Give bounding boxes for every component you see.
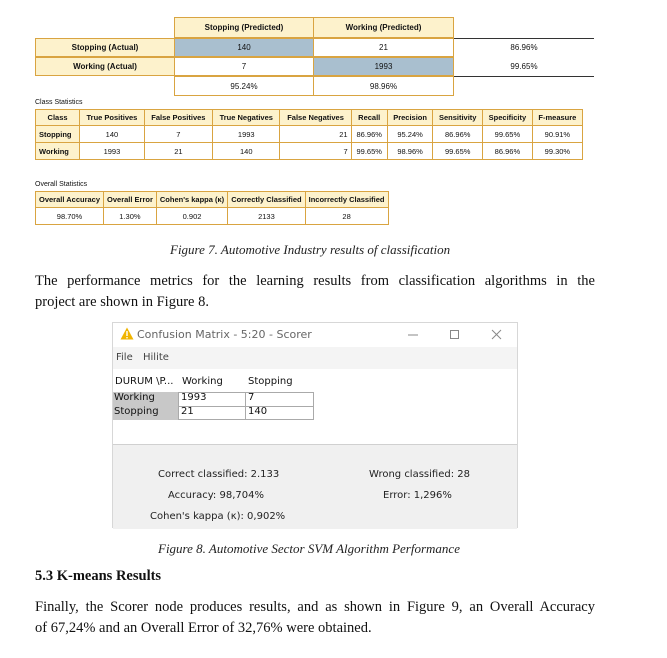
class-stats-header: False Negatives [280,110,351,126]
stat-cell: 140 [213,143,280,160]
stat-cell: 1993 [213,126,280,143]
grid-cell-stopping-stopping[interactable]: 140 [248,406,268,417]
overall-stats-header: Incorrectly Classified [305,192,388,208]
class-name: Stopping [36,126,80,143]
paragraph-2-line-2: of 67,24% and an Overall Error of 32,76% were obtained. [35,620,372,636]
cm-cell-working-working: 1993 [313,57,454,76]
stat-cell: 90.91% [532,126,582,143]
table-row [36,126,583,143]
grid-cell-working-working[interactable]: 1993 [181,392,207,403]
overall-accuracy-value: 98.70% [36,208,104,225]
matrix-grid [113,371,517,443]
corner-header[interactable]: DURUM \P... [115,376,174,387]
cm-col-header-stopping: Stopping (Predicted) [174,17,314,38]
section-heading: 5.3 K-means Results [35,568,162,584]
row-header-stopping[interactable]: Stopping [114,406,159,417]
stat-cell: 21 [144,143,212,160]
kappa-label: Cohen's kappa (κ): 0,902% [150,511,286,522]
overall-stats-header: Correctly Classified [228,192,305,208]
figure-8-caption: Figure 8. Automotive Sector SVM Algorithm Performance [158,541,460,556]
divider [454,38,594,39]
paragraph-1 [35,271,595,313]
stat-cell: 86.96% [433,126,483,143]
class-stats-header: False Positives [144,110,212,126]
class-name: Working [36,143,80,160]
cm-row-header-stopping: Stopping (Actual) [35,38,175,57]
class-stats-header: F-measure [532,110,582,126]
col-header-working[interactable]: Working [182,376,223,387]
correct-classified-label: Correct classified: 2.133 [158,469,280,480]
cm-col-rate-stopping: 95.24% [174,76,314,96]
stat-cell: 1993 [80,143,145,160]
paragraph-1-line-1: The performance metrics for the learning results from classification algorithms in the [35,273,595,289]
paragraph-2-line-1: Finally, the Scorer node produces results, and as shown in Figure 9, an Overall Accuracy [35,599,595,615]
class-stats-header: Specificity [483,110,533,126]
overall-error-value: 1.30% [104,208,157,225]
cm-row-rate-working: 99.65% [510,62,538,71]
cm-col-header-working: Working (Predicted) [313,17,454,38]
stat-cell: 98.96% [387,143,433,160]
paragraph-1-line-2: project are shown in Figure 8. [35,294,209,310]
col-header-stopping[interactable]: Stopping [248,376,293,387]
stat-cell: 86.96% [351,126,387,143]
close-icon[interactable] [489,325,505,343]
grid-divider [178,406,314,407]
kappa-value: 0.902 [156,208,227,225]
stat-cell: 95.24% [387,126,433,143]
menu-file[interactable]: File [116,352,133,363]
overall-stats-header: Overall Accuracy [36,192,104,208]
class-stats-header: Precision [387,110,433,126]
divider [454,76,594,77]
table-row [36,143,583,160]
stat-cell: 140 [80,126,145,143]
class-stats-title: Class Statistics [35,99,83,106]
cm-cell-stopping-stopping: 140 [174,38,314,57]
cm-cell-stopping-working: 21 [313,38,454,57]
stat-cell: 99.65% [433,143,483,160]
stat-cell: 99.30% [532,143,582,160]
cm-col-rate-working: 98.96% [313,76,454,96]
stat-cell: 86.96% [483,143,533,160]
correctly-classified-value: 2133 [228,208,305,225]
stat-cell: 99.65% [483,126,533,143]
incorrectly-classified-value: 28 [305,208,388,225]
figure-7-caption: Figure 7. Automotive Industry results of classification [170,242,451,257]
class-stats-header: Recall [351,110,387,126]
overall-stats-header: Overall Error [104,192,157,208]
class-stats-header: True Positives [80,110,145,126]
grid-cell-stopping-working[interactable]: 21 [181,406,194,417]
cm-row-header-working: Working (Actual) [35,57,175,76]
class-stats-header: Class [36,110,80,126]
scorer-summary-panel [113,444,517,529]
overall-stats-header-row [36,192,389,208]
maximize-icon[interactable] [447,325,463,343]
row-header-working[interactable]: Working [114,392,155,403]
stat-cell: 21 [280,126,351,143]
class-stats-table [35,109,583,160]
overall-stats-header: Cohen's kappa (κ) [156,192,227,208]
accuracy-label: Accuracy: 98,704% [168,490,264,501]
menu-hilite[interactable]: Hilite [143,352,169,363]
class-stats-header: True Negatives [213,110,280,126]
wrong-classified-label: Wrong classified: 28 [369,469,470,480]
grid-cell-working-stopping[interactable]: 7 [248,392,255,403]
stat-cell: 7 [144,126,212,143]
window-title: Confusion Matrix - 5:20 - Scorer [137,328,312,341]
cm-cell-working-stopping: 7 [174,57,314,76]
paragraph-2 [35,597,595,639]
class-stats-header-row [36,110,583,126]
minimize-icon[interactable] [405,325,421,343]
overall-stats-table [35,191,389,225]
menu-bar [113,347,517,369]
stat-cell: 99.65% [351,143,387,160]
confusion-matrix-window [112,322,518,528]
error-label: Error: 1,296% [383,490,452,501]
cm-row-rate-stopping: 86.96% [510,43,538,52]
stat-cell: 7 [280,143,351,160]
overall-stats-title: Overall Statistics [35,181,88,188]
table-row [36,208,389,225]
warning-triangle-icon [120,327,134,340]
class-stats-header: Sensitivity [433,110,483,126]
window-title-bar[interactable] [113,323,517,347]
